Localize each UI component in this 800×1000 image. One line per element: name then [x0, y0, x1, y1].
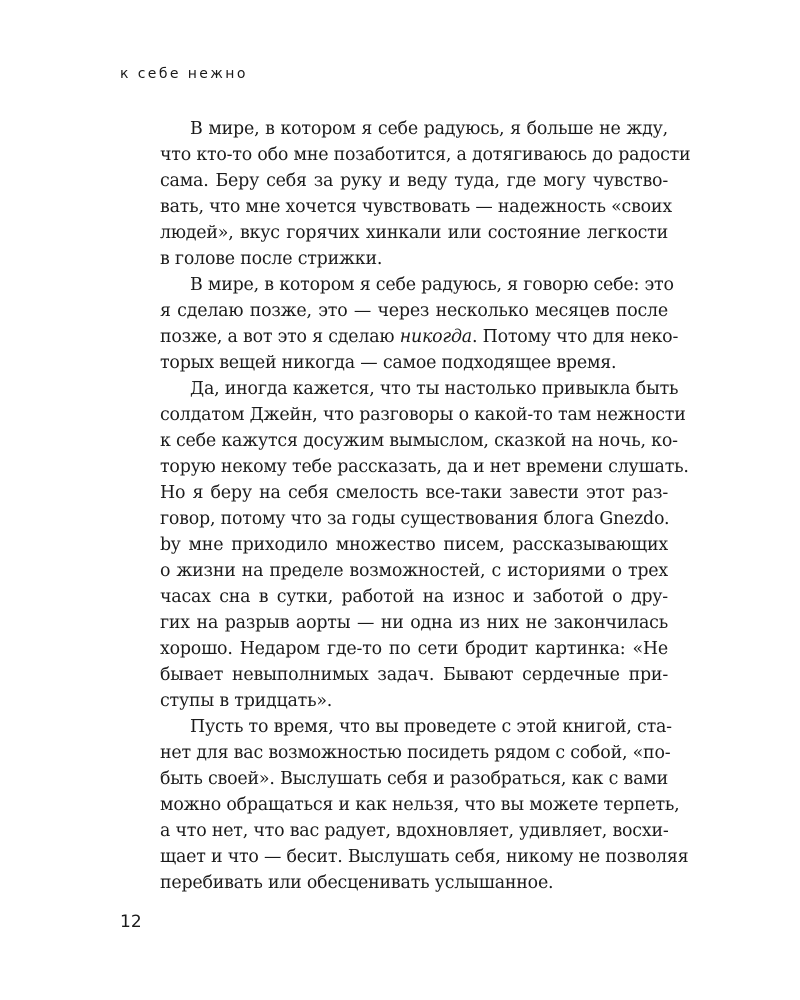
text-line: быть своей». Выслушать себя и разобраться, как с вами	[160, 769, 668, 789]
text-line: солдатом Джейн, что разговоры о какой-то там нежности	[160, 405, 686, 425]
text-line: а что нет, что вас радует, вдохновляет, удивляет, восхи-	[160, 821, 669, 841]
text-line: В мире, в котором я себе радуюсь, я говорю себе: это	[190, 275, 674, 295]
text-line: Пусть то время, что вы проведете с этой книгой, ста-	[190, 717, 672, 737]
text-line: торую некому тебе рассказать, да и нет времени слушать.	[160, 457, 689, 477]
text-line: что кто-то обо мне позаботится, а дотягиваюсь до радости	[160, 145, 691, 165]
text-line-with-emphasis	[160, 324, 679, 350]
paragraph-1	[160, 116, 691, 272]
text-line: о жизни на пределе возможностей, с историями о трех	[160, 561, 668, 581]
text-line: в голове после стрижки.	[160, 249, 383, 269]
paragraph-2	[160, 272, 679, 376]
text-line: сама. Беру себя за руку и веду туда, где могу чувство-	[160, 171, 668, 191]
text-line: к себе кажутся досужим вымыслом, сказкой на ночь, ко-	[160, 431, 678, 451]
running-head: к себе нежно	[120, 66, 248, 82]
text-line: говор, потому что за годы существования блога Gnezdo.	[160, 509, 670, 529]
page-number: 12	[120, 912, 142, 932]
paragraph-4	[160, 714, 689, 896]
text-line: гих на разрыв аорты — ни одна из них не закончилась	[160, 613, 668, 633]
text-line: Да, иногда кажется, что ты настолько привыкла быть	[190, 379, 679, 399]
text-line: ступы в тридцать».	[160, 691, 333, 711]
text-line: я сделаю позже, это — через несколько месяцев после	[160, 301, 668, 321]
text-line: Но я беру на себя смелость все-таки завести этот раз-	[160, 483, 668, 503]
text-line: нет для вас возможностью посидеть рядом с собой, «по-	[160, 743, 671, 763]
text-line: бывает невыполнимых задач. Бывают сердечные при-	[160, 665, 668, 685]
text-line: перебивать или обесценивать услышанное.	[160, 873, 554, 893]
text-line: часах сна в сутки, работой на износ и заботой о дру-	[160, 587, 668, 607]
text-line: торых вещей никогда — самое подходящее время.	[160, 353, 617, 373]
paragraph-3	[160, 376, 689, 714]
text-line: щает и что — бесит. Выслушать себя, никому не позволяя	[160, 847, 689, 867]
text-line: людей», вкус горячих хинкали или состояние легкости	[160, 223, 668, 243]
text-segment: . Потому что для неко-	[471, 327, 679, 347]
text-line: можно обращаться и как нельзя, что вы можете терпеть,	[160, 795, 680, 815]
emphasis-word: никогда	[399, 327, 472, 347]
text-line: В мире, в котором я себе радуюсь, я больше не жду,	[190, 119, 668, 139]
text-line: вать, что мне хочется чувствовать — надежность «своих	[160, 197, 672, 217]
text-segment: позже, а вот это я сделаю	[160, 327, 400, 347]
body-text	[160, 116, 691, 896]
text-line: хорошо. Недаром где-то по сети бродит картинка: «Не	[160, 639, 668, 659]
text-line: by мне приходило множество писем, рассказывающих	[160, 535, 668, 555]
